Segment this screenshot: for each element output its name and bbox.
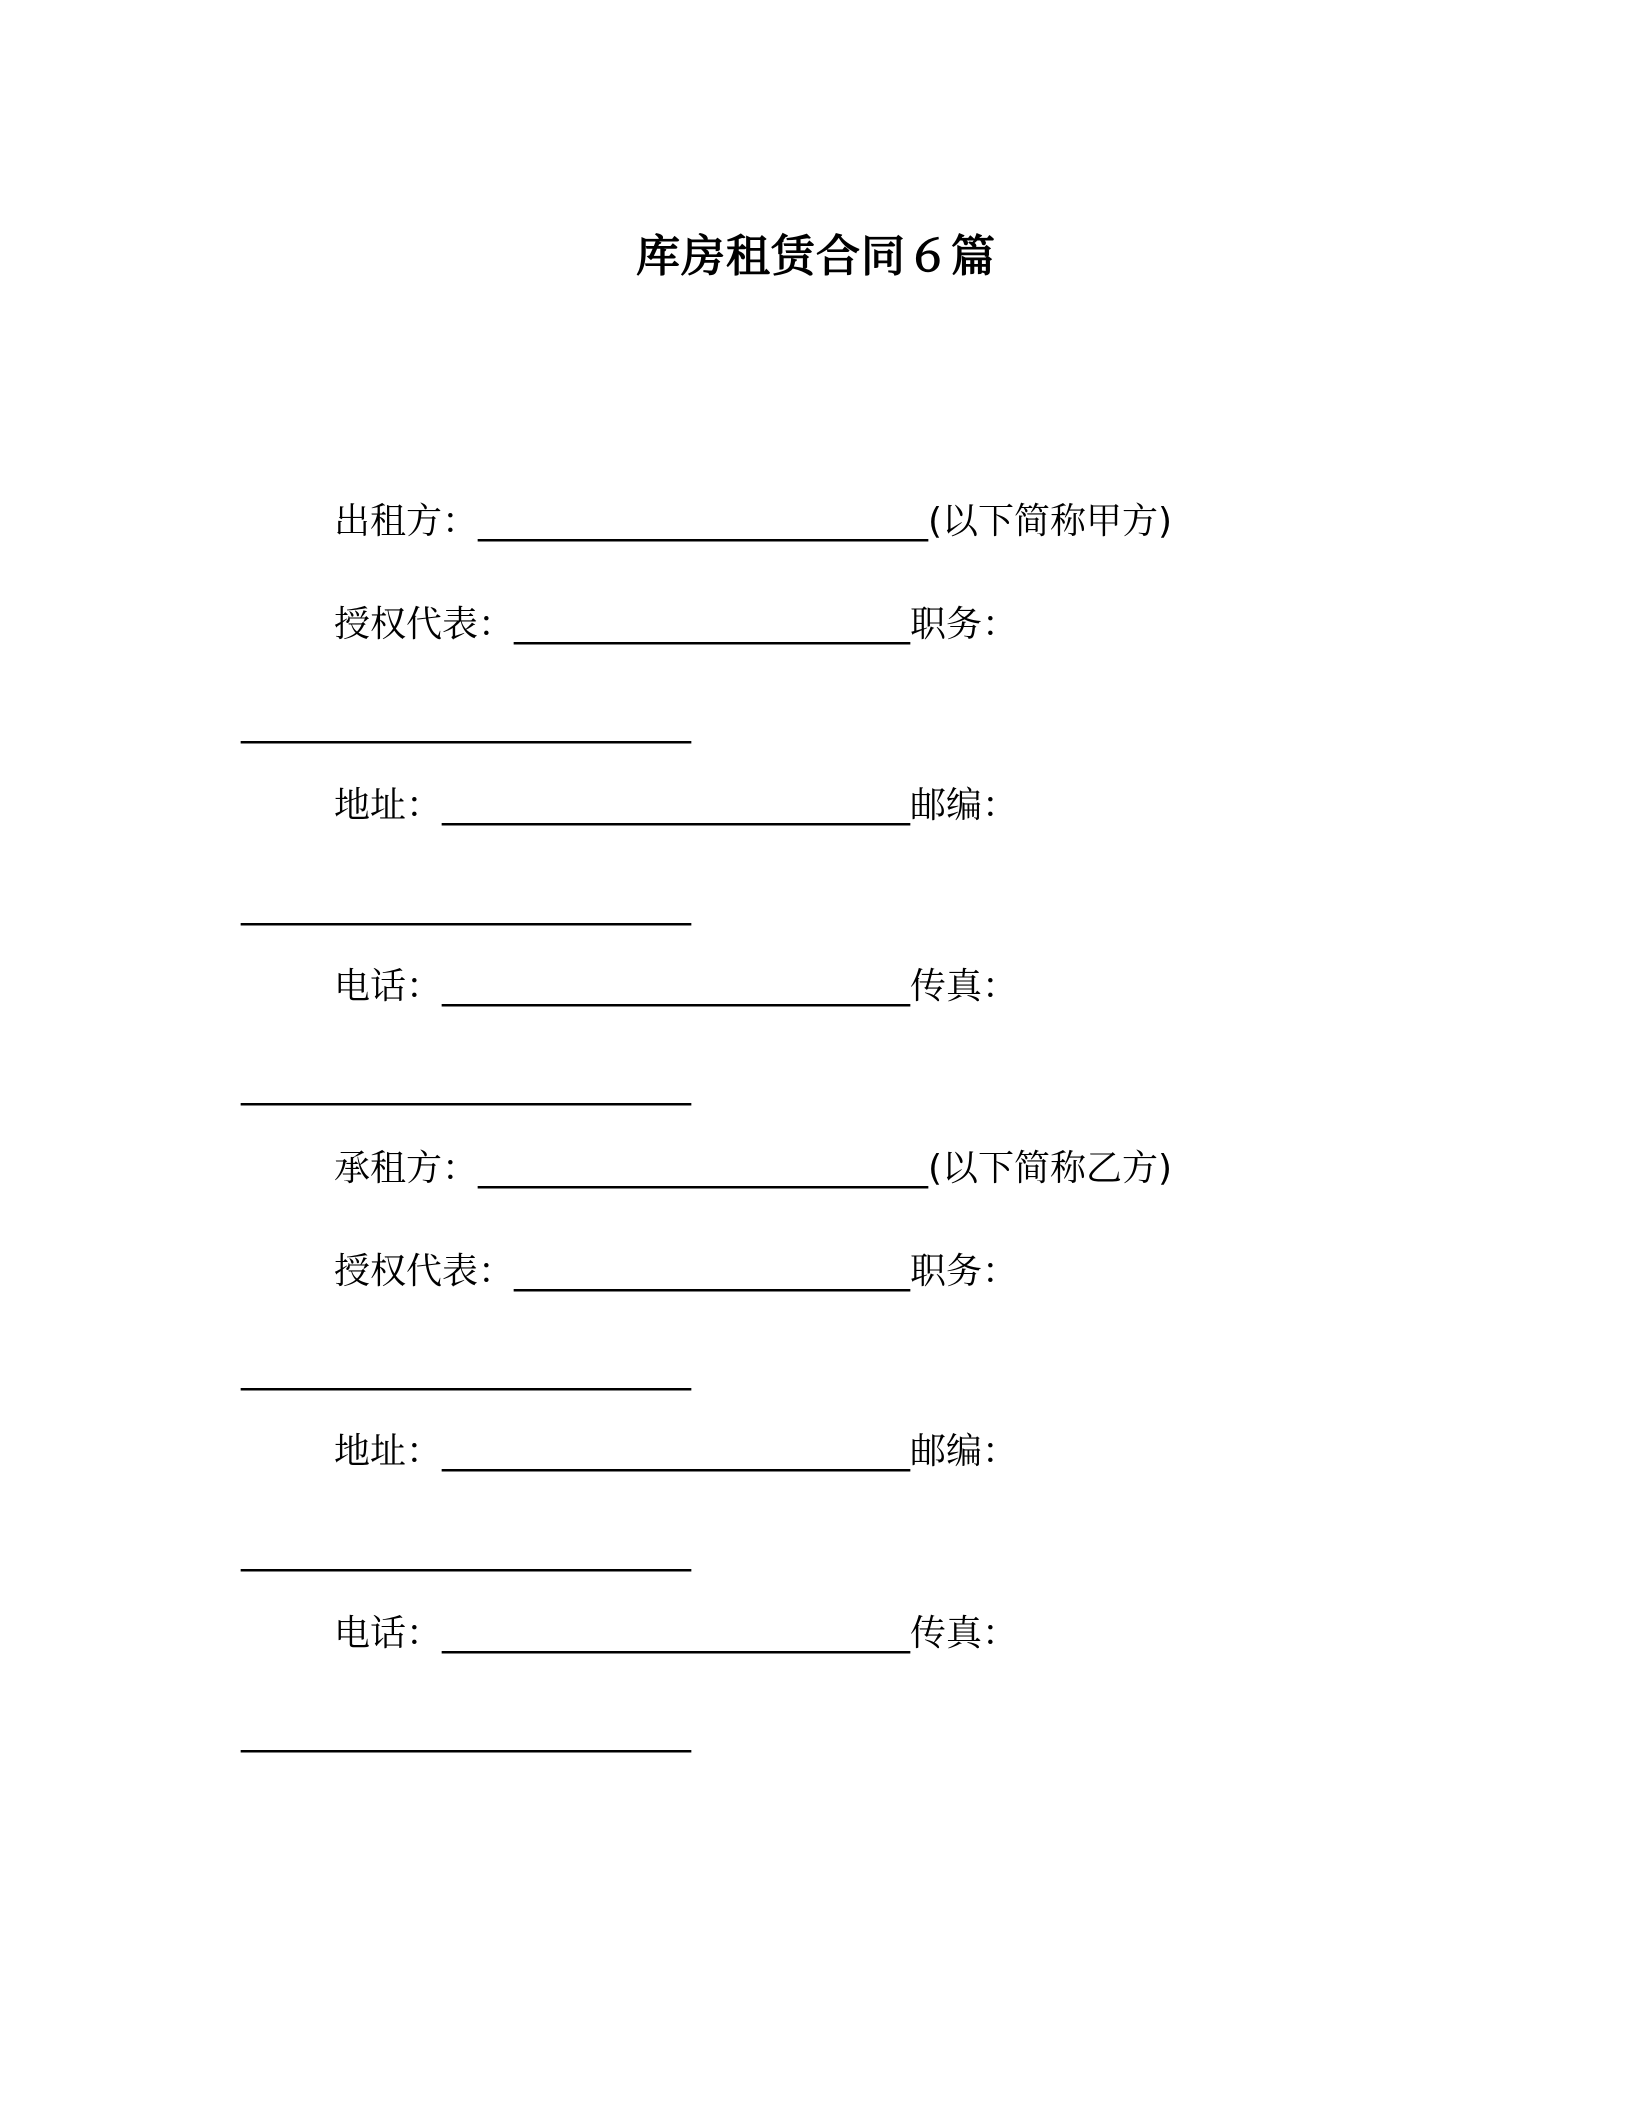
lessor-name-line: 出租方：_________________________(以下简称甲方) [334,501,1173,542]
lessor-representative-line: 授权代表：______________________职务： [334,604,1019,645]
lessee-representative-line: 授权代表：______________________职务： [334,1251,1019,1292]
lessor-postcode-blank: _________________________ [241,885,691,926]
lessor-fax-blank: _________________________ [241,1065,691,1106]
lessee-name-line: 承租方：_________________________(以下简称乙方) [334,1148,1173,1189]
lessee-fax-blank: _________________________ [241,1712,691,1753]
document-title: 库房租赁合同６篇 [636,231,996,282]
lessee-phone-line: 电话：__________________________传真： [334,1613,1019,1654]
lessor-phone-line: 电话：__________________________传真： [334,966,1019,1007]
lessee-position-blank: _________________________ [241,1350,691,1391]
lessee-postcode-blank: _________________________ [241,1531,691,1572]
lessor-address-line: 地址：__________________________邮编： [334,785,1019,826]
lessor-position-blank: _________________________ [241,703,691,744]
lessee-address-line: 地址：__________________________邮编： [334,1431,1019,1472]
